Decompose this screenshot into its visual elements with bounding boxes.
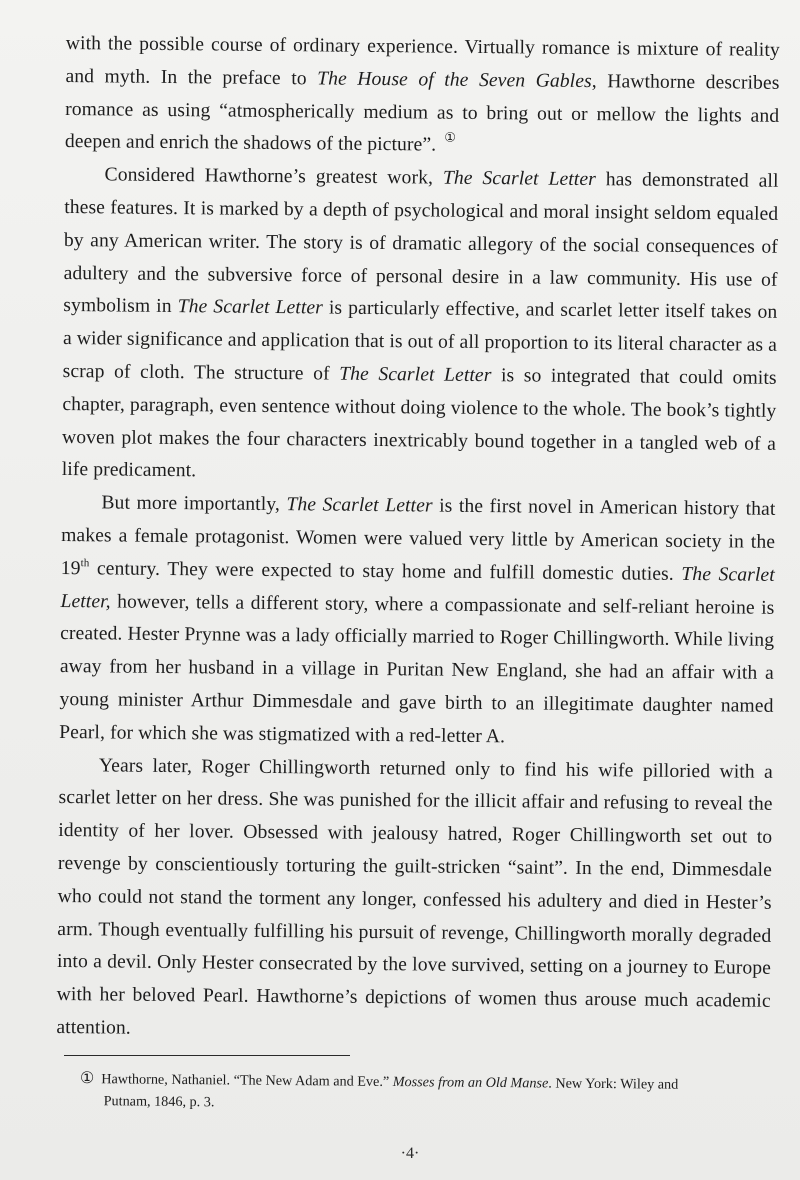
footnote-text: Hawthorne, Nathaniel. “The New Adam and Eve.”	[101, 1071, 393, 1091]
book-title: The Scarlet Letter	[177, 296, 324, 319]
book-title: The Scarlet Letter	[339, 363, 492, 387]
paragraph-female-protagonist	[59, 487, 775, 756]
footnote-text: . New York: Wiley and	[548, 1075, 679, 1093]
book-title: The Scarlet Letter	[286, 494, 433, 517]
paragraph-continued	[65, 28, 780, 166]
ordinal-superscript: th	[80, 556, 90, 569]
book-title: The House of the Seven Gables	[317, 68, 592, 92]
book-title: The Scarlet Letter,	[60, 563, 775, 613]
paragraph-greatest-work	[62, 159, 779, 494]
text-run: is particularly effective, and scarlet letter itself takes on a wider significance and application that is out of all proportion to its literal character as a scrap of cloth. The structure of	[62, 297, 778, 385]
text-run: has demonstrated all these features. It is marked by a depth of psychological and moral insight seldom equaled by any American writer. The story is of dramatic allegory of the social consequences of adultery and the subversive force of personal desire in a law community. His use of symbolism in	[63, 169, 779, 318]
footnote-number: ①	[79, 1069, 95, 1088]
text-run: is the first novel in American history that makes a female protagonist. Women were valued very little by American society in the 19	[60, 495, 776, 579]
text-run: But more importantly,	[101, 492, 287, 516]
paragraph-years-later	[56, 749, 773, 1051]
footnote-divider	[64, 1055, 350, 1056]
footnote-marker: ①	[444, 130, 457, 146]
text-run: however, tells a different story, where a compassionate and self-reliant heroine is created. Hester Prynne was a lady officially married to Roger Chillingworth. While living away from her husband in a village in Puritan New England, she had an affair with a young minister Arthur Dimmesdale and gave birth to an illegitimate daughter named Pearl, for which she was stigmatized with a red-letter A.	[59, 591, 775, 747]
text-run: century. They were expected to stay home and fulfill domestic duties.	[89, 557, 682, 585]
text-run: Years later, Roger Chillingworth returned only to find his wife pilloried with a scarlet letter on her dress. She was punished for the illicit affair and refusing to reveal the identity of her lover. Obsessed with jealousy hatred, Roger Chillingworth set out to revenge by conscientiously torturing the guilt-stricken “saint”. In the end, Dimmesdale who could not stand the torment any longer, confessed his adultery and died in Hester’s arm. Though eventually fulfilling his pursuit of revenge, Chillingworth morally degraded into a devil. Only Hester consecrated by the love survived, setting on a journey to Europe with her beloved Pearl. Hawthorne’s depictions of women thus arouse much academic attention.	[56, 754, 773, 1039]
text-run: Considered Hawthorne’s greatest work,	[104, 164, 443, 189]
footnote-text: Putnam, 1846, p. 3.	[103, 1093, 215, 1111]
text-run: is so integrated that could omits chapter, paragraph, even sentence without doing violence to the whole. The book’s tightly woven plot makes the four characters inextricably bound together in a tangled web of a life predicament.	[61, 365, 777, 482]
body-text	[56, 28, 780, 1052]
text-run: , Hawthorne describes romance as using “atmospherically medium as to bring out or mellow the lights and deepen and enrich the shadows of the picture”.	[64, 70, 780, 156]
footnote	[80, 1068, 760, 1119]
footnote-book-title: Mosses from an Old Manse	[392, 1074, 549, 1092]
book-title: The Scarlet Letter	[442, 167, 597, 191]
text-run: with the possible course of ordinary experience. Virtually romance is mixture of reality and myth. In the preface to	[65, 32, 780, 90]
page-number: ·4·	[400, 1145, 420, 1162]
